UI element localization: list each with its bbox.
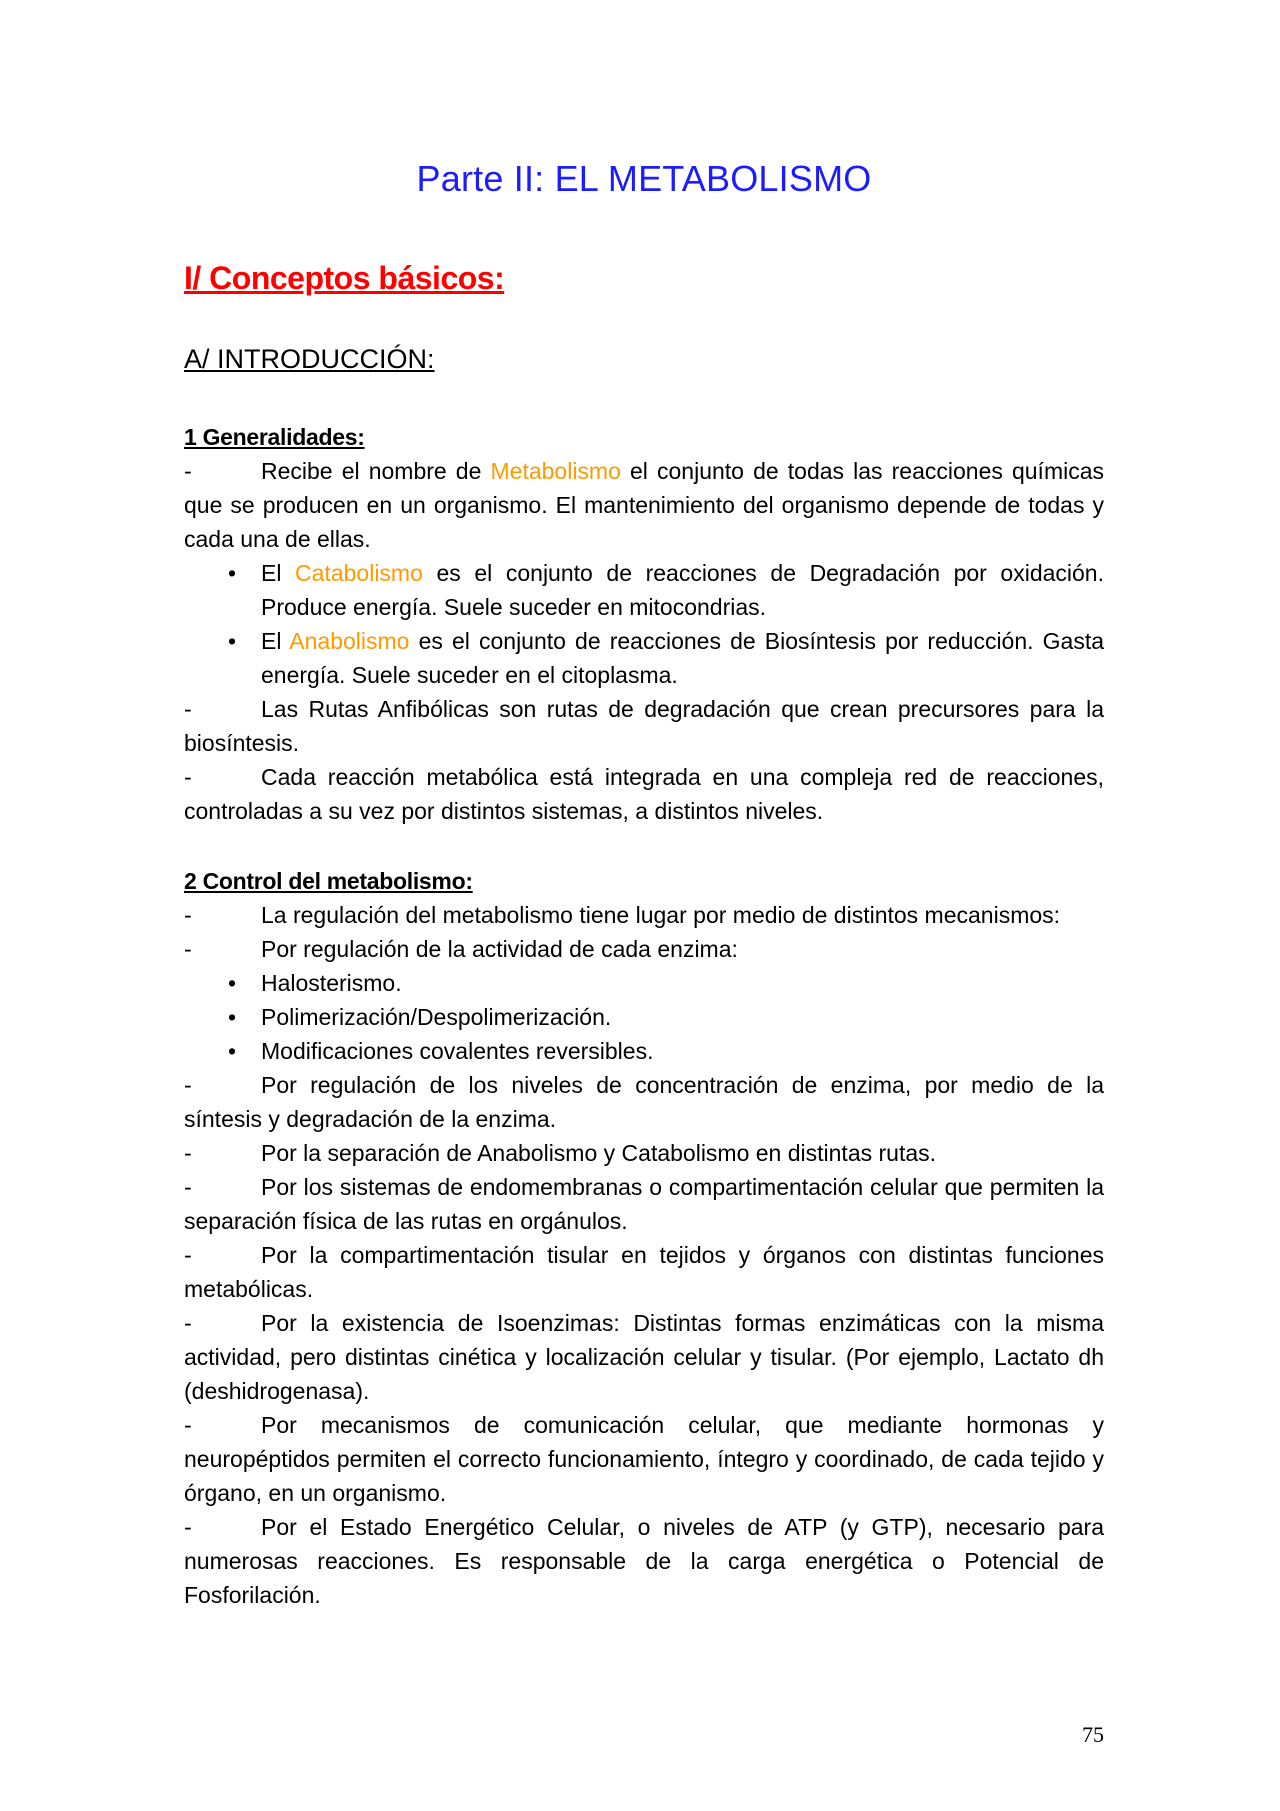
bullet-icon: • — [228, 1038, 237, 1064]
generalidades-heading: 1 Generalidades: — [184, 424, 365, 450]
highlight-term: Anabolismo — [289, 628, 410, 654]
bullet-list — [184, 556, 1104, 692]
text-span: Modificaciones covalentes reversibles. — [261, 1038, 654, 1064]
main-title: Parte II: EL METABOLISMO — [416, 158, 872, 199]
list-item — [184, 624, 1104, 692]
dash-marker: - — [184, 696, 192, 722]
highlight-term: Metabolismo — [490, 458, 621, 484]
text-span: Por el Estado Energético Celular, o niveles de ATP (y GTP), necesario para numerosas reacciones. Es responsable de la carga energética o Potencial de Fosforilación. — [184, 1514, 1104, 1608]
text-span: Recibe el nombre de — [261, 458, 491, 484]
dash-marker: - — [184, 1412, 192, 1438]
page-number: 75 — [1082, 1722, 1104, 1747]
text-span: Por los sistemas de endomembranas o compartimentación celular que permiten la separación física de las rutas en orgánulos. — [184, 1174, 1104, 1234]
paragraph — [184, 1510, 1104, 1612]
paragraph — [184, 760, 1104, 828]
dash-marker: - — [184, 1310, 192, 1336]
bullet-icon: • — [228, 1004, 237, 1030]
text-span: Por mecanismos de comunicación celular, que mediante hormonas y neuropéptidos permiten el correcto funcionamiento, íntegro y coordinado, de cada tejido y órgano, en un organismo. — [184, 1412, 1104, 1506]
dash-marker: - — [184, 1072, 192, 1098]
text-span: el conjunto de todas las reacciones químicas que se producen en un organismo. El mantenimiento del organismo depende de todas y cada una de ellas. — [184, 458, 1105, 552]
bullet-icon: • — [228, 628, 237, 654]
dash-marker: - — [184, 1242, 192, 1268]
list-item — [184, 556, 1104, 624]
dash-marker: - — [184, 936, 192, 962]
text-span: Las Rutas Anfibólicas son rutas de degradación que crean precursores para la biosíntesis. — [184, 696, 1104, 756]
dash-marker: - — [184, 764, 192, 790]
text-span: Por la compartimentación tisular en tejidos y órganos con distintas funciones metabólicas. — [184, 1242, 1104, 1302]
text-span: Por la separación de Anabolismo y Catabolismo en distintas rutas. — [261, 1140, 937, 1166]
generalidades-section — [184, 420, 1104, 828]
text-span: es el conjunto de reacciones de Degradación por oxidación. Produce energía. Suele suceder en mitocondrias. — [261, 560, 1104, 620]
dash-marker: - — [184, 458, 192, 484]
section-title: I/ Conceptos básicos: — [184, 260, 505, 296]
text-span: Polimerización/Despolimerización. — [261, 1004, 612, 1030]
paragraph — [184, 1170, 1104, 1238]
text-span: El — [261, 628, 290, 654]
list-item — [184, 1000, 1104, 1034]
text-span: Cada reacción metabólica está integrada en una compleja red de reacciones, controladas a su vez por distintos sistemas, a distintos niveles. — [184, 764, 1104, 824]
dash-marker: - — [184, 1174, 192, 1200]
control-section — [184, 864, 1104, 1612]
text-span: La regulación del metabolismo tiene lugar por medio de distintos mecanismos: — [261, 902, 1061, 928]
bullet-icon: • — [228, 970, 237, 996]
paragraph — [184, 692, 1104, 760]
bullet-list — [184, 966, 1104, 1068]
text-span: El — [261, 560, 296, 586]
paragraph — [184, 1306, 1104, 1408]
list-item — [184, 966, 1104, 1000]
dash-marker: - — [184, 902, 192, 928]
paragraph — [184, 898, 1104, 932]
control-heading: 2 Control del metabolismo: — [184, 868, 473, 894]
text-span: es el conjunto de reacciones de Biosíntesis por reducción. Gasta energía. Suele suceder en el citoplasma. — [261, 628, 1104, 688]
paragraph — [184, 1136, 1104, 1170]
paragraph — [184, 1408, 1104, 1510]
text-span: Por regulación de los niveles de concentración de enzima, por medio de la síntesis y degradación de la enzima. — [184, 1072, 1104, 1132]
subsection-title: A/ INTRODUCCIÓN: — [184, 344, 435, 374]
list-item — [184, 1034, 1104, 1068]
metabolismo-definition — [184, 454, 1104, 556]
paragraph — [184, 932, 1104, 966]
dash-marker: - — [184, 1514, 192, 1540]
text-span: Por la existencia de Isoenzimas: Distintas formas enzimáticas con la misma actividad, pero distintas cinética y localización celular y tisular. (Por ejemplo, Lactato dh (deshidrogenasa). — [184, 1310, 1104, 1404]
text-span: Por regulación de la actividad de cada enzima: — [261, 936, 738, 962]
dash-marker: - — [184, 1140, 192, 1166]
text-span: Halosterismo. — [261, 970, 402, 996]
highlight-term: Catabolismo — [295, 560, 423, 586]
paragraph — [184, 1068, 1104, 1136]
paragraph — [184, 1238, 1104, 1306]
bullet-icon: • — [228, 560, 237, 586]
